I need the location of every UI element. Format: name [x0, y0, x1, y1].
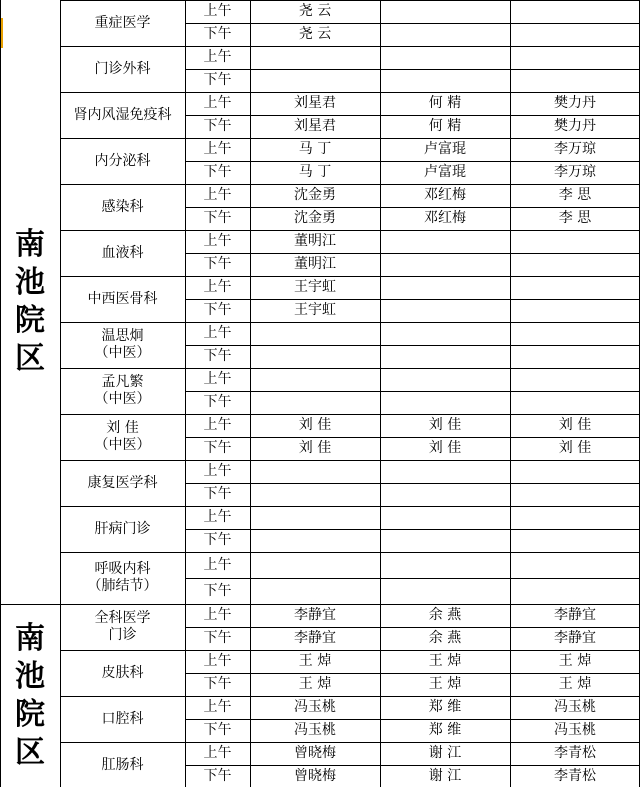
campus-label-char: 池: [15, 659, 45, 694]
row-divider: [60, 460, 640, 461]
department-name-line: 肾内风湿免疫科: [73, 106, 172, 123]
column-divider: [60, 0, 61, 787]
doctor-cell: 王宇虹: [294, 279, 336, 295]
column-divider: [380, 0, 381, 787]
doctor-cell: [380, 69, 510, 92]
row-divider: [185, 23, 640, 24]
doctor-cell: [510, 391, 640, 414]
row-divider: [60, 276, 640, 277]
doctor-cell: [510, 230, 640, 253]
column-divider: [250, 0, 251, 787]
doctor-cell: 谢 江: [428, 768, 462, 784]
campus-label-char: 院: [15, 697, 45, 732]
doctor-cell: 冯玉桃: [294, 722, 336, 738]
doctor-cell: 刘 佳: [428, 440, 462, 456]
doctor-cell: [510, 483, 640, 506]
department-name: [60, 92, 185, 138]
row-divider: [60, 552, 640, 553]
department-name: [60, 604, 185, 650]
campus-label-char: 院: [15, 303, 45, 338]
doctor-cell: 郑 维: [428, 722, 462, 738]
period-label: 下午: [203, 722, 232, 738]
doctor-cell: [250, 46, 380, 69]
doctor-cell: 刘 佳: [298, 417, 332, 433]
doctor-cell: 郑 维: [428, 699, 462, 715]
department-name: [60, 460, 185, 506]
doctor-cell: [380, 578, 510, 604]
row-divider: [60, 92, 640, 93]
doctor-cell: [250, 483, 380, 506]
department-name-line: （中医）: [94, 345, 151, 361]
period-label: 下午: [203, 72, 232, 88]
department-name: [60, 506, 185, 552]
campus-label-char: 区: [15, 735, 45, 770]
doctor-cell: 沈金勇: [294, 187, 336, 203]
doctor-cell: [510, 552, 640, 578]
department-name-line: 肝病门诊: [94, 520, 151, 537]
column-divider: [185, 0, 186, 787]
period-label: 下午: [203, 26, 232, 42]
period-label: 上午: [203, 463, 232, 479]
period-label: 下午: [203, 394, 232, 410]
department-name: [60, 138, 185, 184]
doctor-cell: 李静宜: [554, 607, 596, 623]
row-divider: [185, 69, 640, 70]
period-label: 下午: [203, 582, 232, 599]
department-name-line: 重症医学: [94, 14, 151, 31]
row-divider: [60, 184, 640, 185]
department-name: [60, 322, 185, 368]
doctor-cell: 李静宜: [554, 630, 596, 646]
period-label: 上午: [203, 371, 232, 387]
doctor-cell: 李青松: [554, 745, 596, 761]
period-label: 下午: [203, 768, 232, 784]
doctor-cell: [380, 483, 510, 506]
department-name-line: 中西医骨科: [87, 290, 158, 307]
row-divider: [60, 322, 640, 323]
doctor-cell: [250, 578, 380, 604]
doctor-cell: [380, 368, 510, 391]
department-name-line: 孟凡繁: [101, 374, 144, 390]
department-name-line: 全科医学: [94, 610, 151, 626]
doctor-cell: 卢富琨: [424, 164, 466, 180]
doctor-cell: 马 丁: [298, 164, 332, 180]
period-label: 下午: [203, 302, 232, 318]
doctor-cell: 刘 佳: [298, 440, 332, 456]
doctor-cell: [510, 0, 640, 23]
doctor-cell: [510, 23, 640, 46]
department-name-line: （中医）: [94, 437, 151, 453]
doctor-cell: [380, 506, 510, 529]
period-label: 下午: [203, 676, 232, 692]
period-label: 上午: [203, 187, 232, 203]
doctor-cell: 何 精: [428, 118, 462, 134]
period-label: 下午: [203, 532, 232, 548]
doctor-cell: [250, 506, 380, 529]
doctor-cell: [380, 0, 510, 23]
doctor-cell: [380, 276, 510, 299]
period-label: 上午: [203, 49, 232, 65]
doctor-cell: 李静宜: [294, 607, 336, 623]
period-label: 上午: [203, 699, 232, 715]
column-divider: [510, 0, 511, 787]
row-divider: [60, 742, 640, 743]
period-label: 上午: [203, 325, 232, 341]
doctor-cell: [510, 276, 640, 299]
department-name-line: 感染科: [101, 198, 144, 215]
period-label: 上午: [203, 509, 232, 525]
doctor-cell: [510, 46, 640, 69]
doctor-cell: 刘星君: [294, 95, 336, 111]
department-name: [60, 276, 185, 322]
department-name: [60, 552, 185, 604]
doctor-cell: 谢 江: [428, 745, 462, 761]
doctor-cell: 樊力丹: [554, 95, 596, 111]
doctor-cell: [250, 368, 380, 391]
doctor-cell: 王 焯: [428, 676, 462, 692]
doctor-cell: [250, 460, 380, 483]
period-label: 上午: [203, 3, 232, 19]
doctor-cell: [510, 253, 640, 276]
doctor-cell: 王 焯: [428, 653, 462, 669]
doctor-cell: [380, 322, 510, 345]
doctor-cell: [510, 578, 640, 604]
row-divider: [185, 391, 640, 392]
period-label: 上午: [203, 653, 232, 669]
doctor-cell: 刘 佳: [558, 417, 592, 433]
doctor-cell: 李万琼: [554, 141, 596, 157]
campus-label-char: 区: [15, 341, 45, 376]
department-name-line: 血液科: [101, 244, 144, 261]
doctor-cell: 董明江: [294, 256, 336, 272]
doctor-cell: 刘 佳: [558, 440, 592, 456]
department-name-line: 皮肤科: [101, 664, 144, 681]
department-name: [60, 414, 185, 460]
doctor-cell: 李青松: [554, 768, 596, 784]
row-divider: [185, 345, 640, 346]
doctor-cell: 李 思: [558, 210, 592, 226]
period-label: 下午: [203, 210, 232, 226]
period-label: 上午: [203, 556, 232, 573]
doctor-cell: 何 精: [428, 95, 462, 111]
doctor-cell: 马 丁: [298, 141, 332, 157]
doctor-cell: 王 焯: [298, 653, 332, 669]
period-label: 下午: [203, 164, 232, 180]
period-label: 下午: [203, 630, 232, 646]
doctor-cell: [510, 529, 640, 552]
campus-label-char: 南: [15, 621, 45, 656]
doctor-cell: [250, 345, 380, 368]
department-name-line: 内分泌科: [94, 152, 151, 169]
row-divider: [185, 253, 640, 254]
doctor-cell: 冯玉桃: [554, 722, 596, 738]
doctor-cell: [510, 460, 640, 483]
row-divider: [185, 161, 640, 162]
department-name: [60, 650, 185, 696]
department-name-line: 门诊外科: [94, 60, 151, 77]
department-name-line: 肛肠科: [101, 756, 144, 773]
doctor-cell: 尧 云: [298, 26, 332, 42]
department-name: [60, 696, 185, 742]
row-divider: [185, 483, 640, 484]
doctor-cell: 冯玉桃: [294, 699, 336, 715]
doctor-cell: 刘星君: [294, 118, 336, 134]
row-divider: [60, 604, 640, 605]
campus-label-char: 南: [15, 227, 45, 262]
row-divider: [185, 673, 640, 674]
doctor-cell: 尧 云: [298, 3, 332, 19]
doctor-cell: [380, 23, 510, 46]
doctor-cell: 余 燕: [428, 607, 462, 623]
row-divider: [60, 414, 640, 415]
doctor-cell: [510, 368, 640, 391]
department-name: [60, 46, 185, 92]
department-name: [60, 0, 185, 46]
doctor-cell: [250, 391, 380, 414]
department-name: [60, 368, 185, 414]
doctor-cell: 王 焯: [558, 653, 592, 669]
department-name: [60, 184, 185, 230]
department-name-line: 呼吸内科: [94, 561, 151, 577]
doctor-cell: [380, 460, 510, 483]
doctor-cell: [250, 322, 380, 345]
department-name-line: （中医）: [94, 391, 151, 407]
doctor-cell: [380, 299, 510, 322]
doctor-cell: [380, 230, 510, 253]
period-label: 下午: [203, 348, 232, 364]
department-name: [60, 742, 185, 788]
period-label: 上午: [203, 95, 232, 111]
period-label: 下午: [203, 486, 232, 502]
period-label: 上午: [203, 607, 232, 623]
doctor-cell: 冯玉桃: [554, 699, 596, 715]
doctor-cell: 余 燕: [428, 630, 462, 646]
doctor-cell: 樊力丹: [554, 118, 596, 134]
row-divider: [60, 138, 640, 139]
row-divider: [60, 46, 640, 47]
doctor-cell: 邓红梅: [424, 187, 466, 203]
period-label: 下午: [203, 256, 232, 272]
row-divider: [185, 529, 640, 530]
department-name: [60, 230, 185, 276]
department-name-line: 门诊: [108, 627, 137, 643]
doctor-cell: 刘 佳: [428, 417, 462, 433]
doctor-cell: 卢富琨: [424, 141, 466, 157]
row-divider: [185, 627, 640, 628]
doctor-cell: 李 思: [558, 187, 592, 203]
period-label: 上午: [203, 745, 232, 761]
row-divider: [0, 604, 60, 605]
column-divider: [0, 0, 1, 787]
department-name-line: （肺结节）: [87, 578, 158, 594]
row-divider: [60, 368, 640, 369]
doctor-cell: 曾晓梅: [294, 745, 336, 761]
doctor-cell: [510, 69, 640, 92]
doctor-cell: [380, 345, 510, 368]
row-divider: [60, 506, 640, 507]
period-label: 上午: [203, 141, 232, 157]
doctor-cell: 沈金勇: [294, 210, 336, 226]
campus-label: [0, 604, 60, 788]
row-divider: [185, 578, 640, 579]
period-label: 上午: [203, 279, 232, 295]
row-divider: [185, 115, 640, 116]
row-divider: [185, 207, 640, 208]
doctor-cell: [510, 299, 640, 322]
row-divider: [185, 765, 640, 766]
doctor-cell: 李万琼: [554, 164, 596, 180]
doctor-cell: 王 焯: [558, 676, 592, 692]
doctor-cell: [510, 506, 640, 529]
doctor-cell: 董明江: [294, 233, 336, 249]
doctor-cell: [380, 529, 510, 552]
department-name-line: 刘 佳: [106, 420, 139, 436]
period-label: 上午: [203, 417, 232, 433]
doctor-cell: 邓红梅: [424, 210, 466, 226]
period-label: 上午: [203, 233, 232, 249]
doctor-cell: 王 焯: [298, 676, 332, 692]
department-name-line: 温思炯: [101, 328, 144, 344]
department-name-line: 康复医学科: [87, 474, 158, 491]
department-name-line: 口腔科: [101, 710, 144, 727]
doctor-cell: [380, 391, 510, 414]
period-label: 下午: [203, 440, 232, 456]
row-divider: [60, 650, 640, 651]
doctor-cell: [250, 69, 380, 92]
row-divider: [60, 230, 640, 231]
doctor-cell: [380, 46, 510, 69]
doctor-cell: [380, 253, 510, 276]
doctor-cell: [380, 552, 510, 578]
doctor-cell: [510, 345, 640, 368]
campus-label-char: 池: [15, 265, 45, 300]
doctor-cell: 王宇虹: [294, 302, 336, 318]
doctor-cell: [250, 552, 380, 578]
doctor-cell: 曾晓梅: [294, 768, 336, 784]
row-divider: [60, 696, 640, 697]
row-divider: [60, 0, 640, 1]
doctor-cell: [250, 529, 380, 552]
row-divider: [185, 719, 640, 720]
row-divider: [185, 299, 640, 300]
doctor-cell: 李静宜: [294, 630, 336, 646]
row-divider: [185, 437, 640, 438]
period-label: 下午: [203, 118, 232, 134]
doctor-cell: [510, 322, 640, 345]
campus-label: [0, 0, 60, 604]
